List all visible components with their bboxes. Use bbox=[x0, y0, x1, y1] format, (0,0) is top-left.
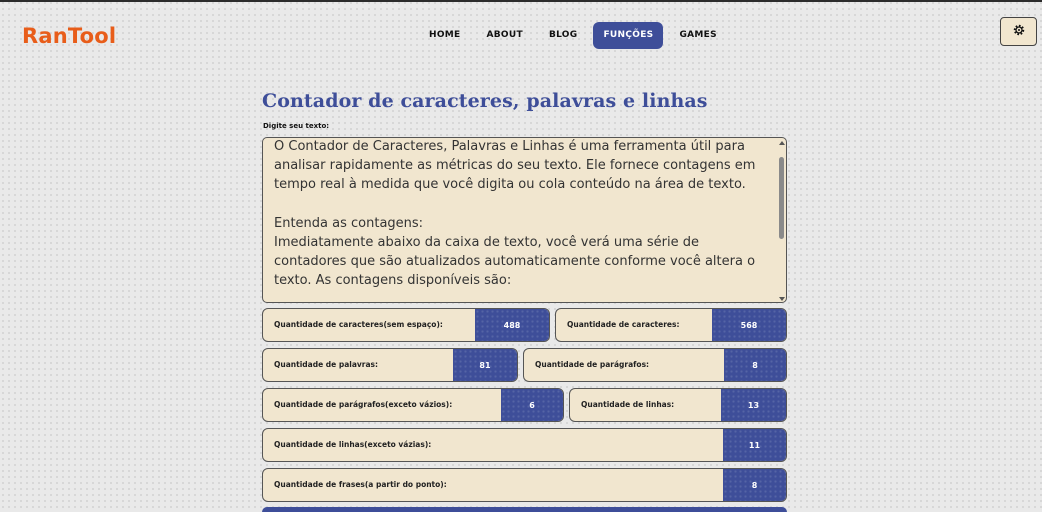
nav-about[interactable]: ABOUT bbox=[486, 30, 523, 40]
stat-value: 11 bbox=[723, 429, 786, 461]
stat-value: 568 bbox=[712, 309, 786, 341]
stat-characters bbox=[555, 308, 787, 342]
stat-paragraphs bbox=[523, 348, 787, 382]
stat-label: Quantidade de frases(a partir do ponto): bbox=[274, 480, 447, 489]
stat-label: Quantidade de parágrafos: bbox=[535, 360, 650, 369]
stat-label: Quantidade de parágrafos(exceto vázios): bbox=[274, 400, 453, 409]
stat-value: 6 bbox=[501, 389, 563, 421]
stat-value: 488 bbox=[475, 309, 549, 341]
nav-blog[interactable]: BLOG bbox=[548, 30, 578, 40]
stat-lines bbox=[569, 388, 787, 422]
text-input-label: Digite seu texto: bbox=[263, 122, 330, 130]
stat-lines-non-empty bbox=[262, 428, 787, 462]
stat-value: 8 bbox=[723, 469, 786, 501]
stat-label: Quantidade de linhas(exceto vázias): bbox=[274, 440, 432, 449]
textarea-scrollbar[interactable] bbox=[778, 139, 785, 301]
nav-home[interactable]: HOME bbox=[429, 30, 461, 40]
text-input-value[interactable]: O Contador de Caracteres, Palavras e Linhas é uma ferramenta útil para analisar rapidamente as métricas do seu texto. Ele fornece contagens em tempo real à medida que você digita ou cola conteúdo na área de texto. Entenda as contagens: Imediatamente abaixo da caixa de texto, você verá uma série de contadores que são atualizados automaticamente conforme você altera o texto. As contagens disponíveis são: bbox=[274, 139, 756, 289]
gear-icon bbox=[1013, 24, 1025, 39]
stat-label: Quantidade de caracteres: bbox=[567, 320, 680, 329]
stat-label: Quantidade de caracteres(sem espaço): bbox=[274, 320, 443, 329]
main-nav bbox=[419, 22, 727, 49]
scroll-down-arrow-icon[interactable] bbox=[779, 297, 785, 301]
stat-sentences bbox=[262, 468, 787, 502]
text-input[interactable] bbox=[262, 137, 787, 303]
stat-value: 8 bbox=[724, 349, 786, 381]
stat-value: 13 bbox=[721, 389, 786, 421]
scrollbar-thumb[interactable] bbox=[779, 157, 784, 239]
next-stat-row-partial bbox=[262, 507, 787, 512]
stat-paragraphs-non-empty bbox=[262, 388, 564, 422]
page-title: Contador de caracteres, palavras e linhas bbox=[262, 90, 708, 112]
settings-button[interactable] bbox=[1000, 17, 1037, 46]
stat-value: 81 bbox=[453, 349, 517, 381]
nav-funcoes[interactable]: FUNÇÕES bbox=[593, 22, 663, 49]
nav-games[interactable]: GAMES bbox=[679, 30, 717, 40]
stat-words bbox=[262, 348, 518, 382]
stat-label: Quantidade de palavras: bbox=[274, 360, 379, 369]
stat-label: Quantidade de linhas: bbox=[581, 400, 675, 409]
scroll-up-arrow-icon[interactable] bbox=[779, 141, 785, 145]
logo[interactable]: RanTool bbox=[22, 24, 117, 48]
stat-characters-no-spaces bbox=[262, 308, 550, 342]
